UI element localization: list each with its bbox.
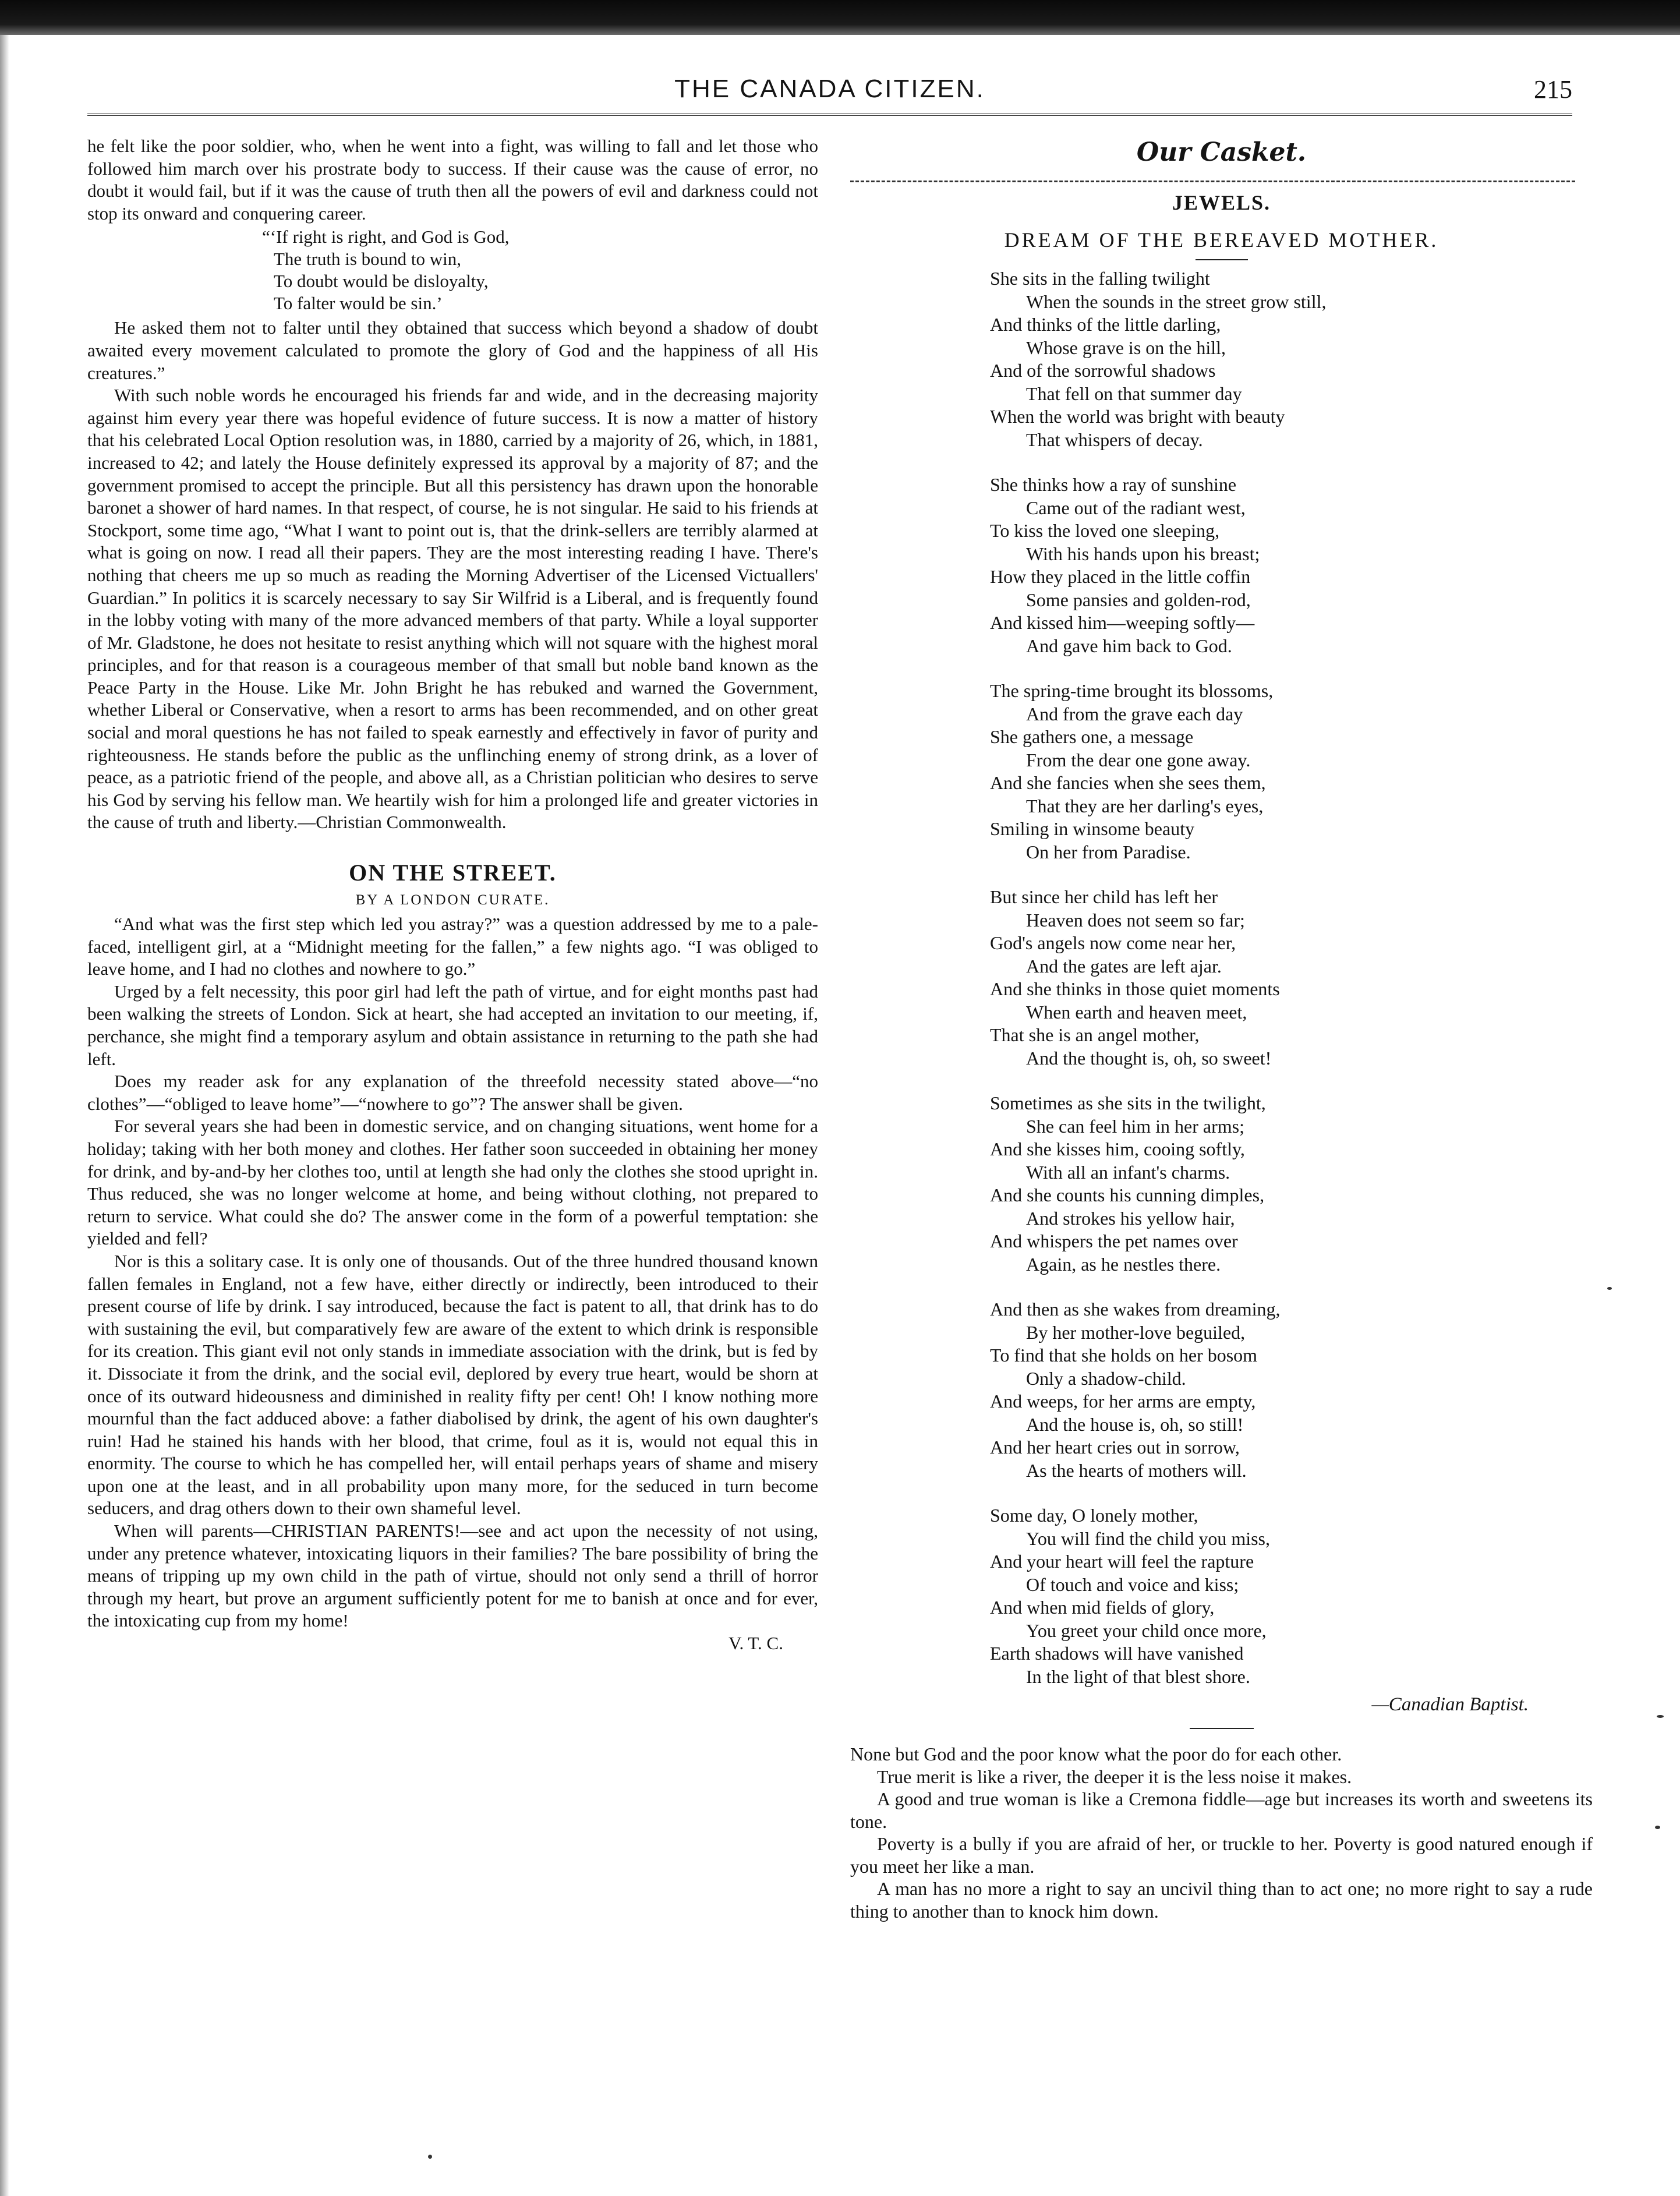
section-rule <box>850 181 1575 182</box>
poem-line: To find that she holds on her bosom <box>990 1345 1258 1366</box>
poem-line: With his hands upon his breast; <box>1026 543 1260 564</box>
verse-quote <box>87 226 818 314</box>
poem-line: And the gates are left ajar. <box>1026 955 1222 977</box>
poem-line: You will find the child you miss, <box>1026 1527 1270 1549</box>
maxim: True merit is like a river, the deeper it is the less noise it makes. <box>877 1766 1352 1787</box>
poem-line: When the sounds in the street grow still, <box>1026 291 1327 312</box>
poem-line: And then as she wakes from dreaming, <box>990 1299 1281 1320</box>
poem-line: Again, as he nestles there. <box>1026 1253 1221 1275</box>
poem-credit: —Canadian Baptist. <box>1371 1694 1529 1715</box>
section-title: Our Casket. <box>1136 137 1307 167</box>
poem-line: And she fancies when she sees them, <box>990 772 1266 793</box>
page-header <box>87 75 1572 115</box>
poem-line: That she is an angel mother, <box>990 1024 1200 1045</box>
poem-line: Some pansies and golden-rod, <box>1026 589 1251 610</box>
article-paragraph: Does my reader ask for any explanation of the threefold necessity stated above—“no clothes”—“obliged to leave home”—“nowhere to go”? The answer shall be given. <box>87 1071 818 1114</box>
poem-line: Only a shadow-child. <box>1026 1367 1186 1389</box>
poem-line: And the house is, oh, so still! <box>1026 1413 1244 1435</box>
scan-speck <box>1607 1287 1612 1290</box>
body-paragraph: With such noble words he encouraged his friends far and wide, and in the decreasing majority against him every year there was hopeful evidence of future success. It is now a matter of history that his celebrated Local Option resolution was, in 1880, carried by a majority of 26, which, in 1881, increased to 42; and lately the House definitely expressed its approval by a majority of 87; and the government promised to accept the principle. But all this persistency has drawn upon the honorable baronet a shower of hard names. In that respect, of course, he is not singular. He said to his friends at Stockport, some time ago, “What I want to point out is, that the drink-sellers are terribly alarmed at what is going on now. I read all their papers. They are the most interesting reading I have. There's nothing that cheers me up so much as reading the Morning Advertiser of the Licensed Victuallers' Guardian.” In politics it is scarcely necessary to say Sir Wilfrid is a Liberal, and is frequently found in the lobby voting with many of the more advanced members of that party. While a loyal supporter of Mr. Gladstone, he does not hesitate to resist anything which will not square with the highest moral principles, and for that reason is a courageous member of that small but noble band known as the Peace Party in the House. Like Mr. John Bright he has rebuked and warned the Government, whether Liberal or Conservative, when a resort to arms has been recommended, and on other great social and moral questions he has not failed to speak earnestly and effectively in favor of purity and righteousness. He stands before the public as the unflinching enemy of strong drink, as a lover of peace, as a patriotic friend of the people, and above all, as a Christian politician who desires to serve his God by serving his fellow man. We heartily wish for him a prolonged life and greater victories in the cause of truth and liberty.—Christian Commonwealth. <box>87 385 818 833</box>
poem-stanza <box>990 473 1593 657</box>
subsection-title: JEWELS. <box>1172 191 1271 214</box>
poem-line: And she thinks in those quiet moments <box>990 978 1280 999</box>
poem-line: The spring-time brought its blossoms, <box>990 680 1274 701</box>
poem-line: Heaven does not seem so far; <box>1026 909 1245 931</box>
article-paragraph: For several years she had been in domestic service, and on changing situations, went home for a holiday; taking with her both money and clothes. Her father soon succeeded in obtaining her money for drink, and by-and-by her clothes too, until at length she had only the clothes she stood upright in. Thus reduced, she was no longer welcome at home, and being without clothing, not prepared to return to service. What could she do? The answer come in the form of a powerful temptation: she yielded and fell? <box>87 1116 818 1249</box>
poem-line: And your heart will feel the rapture <box>990 1551 1254 1572</box>
poem-line: And weeps, for her arms are empty, <box>990 1391 1256 1412</box>
poem-line: How they placed in the little coffin <box>990 566 1251 587</box>
poem-line: On her from Paradise. <box>1026 841 1191 862</box>
poem-line: And the thought is, oh, so sweet! <box>1026 1047 1272 1069</box>
poem-line: And kissed him—weeping softly— <box>990 612 1255 633</box>
poem-line: When the world was bright with beauty <box>990 406 1285 427</box>
article-paragraph: When will parents—CHRISTIAN PARENTS!—see and act upon the necessity of not using, under any pretence whatever, intoxicating liquors in their families? The bare possibility of bring the means of tripping up my own child in the path of virtue, should not only send a thrill of horror through my heart, but prove an argument sufficiently potent for me to banish at once and for ever, the intoxicating cup from my home! <box>87 1520 818 1631</box>
maxim: Poverty is a bully if you are afraid of her, or truckle to her. Poverty is good natured enough if you meet her like a man. <box>850 1833 1593 1877</box>
body-paragraph: He asked them not to falter until they obtained that success which beyond a shadow of doubt awaited every movement calculated to promote the glory of God and the happiness of all His creatures.” <box>87 317 818 383</box>
poem-line: Earth shadows will have vanished <box>990 1643 1244 1664</box>
poem-stanza <box>990 1504 1593 1688</box>
article-paragraph: “And what was the first step which led you astray?” was a question addressed by me to a pale-faced, intelligent girl, at a “Midnight meeting for the fallen,” a few nights ago. “I was obliged to leave home, and I had no clothes and nowhere to go.” <box>87 914 818 979</box>
maxim: A good and true woman is like a Cremona fiddle—age but increases its worth and sweetens its tone. <box>850 1788 1593 1832</box>
poem-line: In the light of that blest shore. <box>1026 1665 1250 1687</box>
poem-line: And thinks of the little darling, <box>990 314 1221 335</box>
poem-line: And she kisses him, cooing softly, <box>990 1138 1245 1159</box>
quote-line: The truth is bound to win, <box>274 249 462 270</box>
poem-line: And of the sorrowful shadows <box>990 360 1216 381</box>
poem-line: As the hearts of mothers will. <box>1026 1459 1247 1481</box>
poem-line: To kiss the loved one sleeping, <box>990 520 1220 541</box>
poem-line: And she counts his cunning dimples, <box>990 1184 1265 1205</box>
poem-line: Came out of the radiant west, <box>1026 497 1246 518</box>
maxim: None but God and the poor know what the poor do for each other. <box>850 1744 1342 1764</box>
poem-line: She sits in the falling twilight <box>990 268 1210 289</box>
opening-paragraph: he felt like the poor soldier, who, when he went into a fight, was willing to fall and let those who followed him march over his prostrate body to success. If their cause was the cause of error, no doubt it would fail, but if it was the cause of truth then all the powers of evil and darkness could not stop its onward and conquering career. <box>87 136 818 224</box>
maxims <box>850 1743 1593 1922</box>
newspaper-title: THE CANADA CITIZEN. <box>674 75 985 103</box>
scan-top-band <box>0 0 1680 35</box>
maxim: A man has no more a right to say an uncivil thing than to act one; no more right to say a rude thing to another than to knock him down. <box>850 1878 1593 1922</box>
article-paragraph: Urged by a felt necessity, this poor girl had left the path of virtue, and for eight months past had been walking the streets of London. Sick at heart, she had accepted an invitation to our meeting, if, perchance, she might find a temporary asylum and obtain assistance in returning to the path she had left. <box>87 981 818 1069</box>
poem-stanza <box>990 886 1593 1070</box>
scan-left-edge <box>0 35 9 2196</box>
poem-line: You greet your child once more, <box>1026 1619 1267 1641</box>
left-column <box>87 135 818 1654</box>
poem-line: And her heart cries out in sorrow, <box>990 1437 1240 1458</box>
poem-line: But since her child has left her <box>990 886 1218 907</box>
scan-speck <box>1657 1715 1664 1718</box>
header-rule <box>87 114 1572 116</box>
poem-line: When earth and heaven meet, <box>1026 1001 1247 1023</box>
poem-line: From the dear one gone away. <box>1026 749 1251 770</box>
poem-line: Of touch and voice and kiss; <box>1026 1573 1239 1595</box>
poem-line: By her mother-love beguiled, <box>1026 1321 1246 1343</box>
poem-line: That fell on that summer day <box>1026 383 1242 404</box>
poem-stanza <box>990 1298 1593 1482</box>
poem-line: That they are her darling's eyes, <box>1026 795 1264 816</box>
poem-stanza <box>990 1092 1593 1276</box>
poem-body <box>850 267 1593 1688</box>
poem-line: Smiling in winsome beauty <box>990 818 1195 839</box>
quote-line: To doubt would be disloyalty, <box>274 271 489 292</box>
poem-line: She gathers one, a message <box>990 726 1194 747</box>
right-column <box>850 135 1593 1922</box>
quote-line: “‘If right is right, and God is God, <box>262 227 510 247</box>
page-number: 215 <box>1534 75 1572 104</box>
poem-end-rule <box>1190 1728 1254 1729</box>
scan-speck <box>428 2155 432 2159</box>
poem-line: And from the grave each day <box>1026 703 1243 724</box>
article-title: ON THE STREET. <box>349 860 557 886</box>
poem-line: Some day, O lonely mother, <box>990 1505 1198 1526</box>
quote-line: To falter would be sin.’ <box>274 293 443 314</box>
poem-stanza <box>990 680 1593 864</box>
poem-line: And strokes his yellow hair, <box>1026 1207 1235 1229</box>
article-paragraph: Nor is this a solitary case. It is only one of thousands. Out of the three hundred thousand known fallen females in England, not a few have, either directly or indirectly, been introduced to their present course of life by drink. I say introduced, because the fact is patent to all, that drink has to do with sustaining the evil, but comparatively few are aware of the extent to which drink is responsible for its creation. This giant evil not only stands in immediate association with the drink, but is fed by it. Dissociate it from the drink, and the social evil, deplored by every true heart, would be shorn at once of its outward hideousness and diminished in reality fifty per cent! Oh! I know nothing more mournful than the fact adduced above: a father diabolised by drink, the agent of his own daughter's ruin! Had he stained his hands with her blood, that crime, foul as it is, would not equal this in enormity. The course to which he has compelled her, will entail perhaps years of shame and misery upon one at the least, and in all probability upon many more, for the seduced in turn become seducers, and drag others down to their own shameful level. <box>87 1250 818 1519</box>
poem-title-rule <box>1196 259 1248 260</box>
poem-stanza <box>990 267 1593 451</box>
article-byline: BY A LONDON CURATE. <box>355 892 550 908</box>
poem-line: And when mid fields of glory, <box>990 1597 1215 1618</box>
poem-line: She can feel him in her arms; <box>1026 1115 1244 1137</box>
article-signature: V. T. C. <box>728 1633 783 1654</box>
poem-line: Whose grave is on the hill, <box>1026 337 1226 358</box>
poem-line: With all an infant's charms. <box>1026 1161 1230 1183</box>
poem-line: Sometimes as she sits in the twilight, <box>990 1092 1266 1113</box>
poem-line: And whispers the pet names over <box>990 1230 1238 1251</box>
poem-line: And gave him back to God. <box>1026 635 1232 656</box>
poem-line: She thinks how a ray of sunshine <box>990 474 1237 495</box>
poem-line: That whispers of decay. <box>1026 429 1203 450</box>
poem-line: God's angels now come near her, <box>990 932 1236 953</box>
poem-title: DREAM OF THE BEREAVED MOTHER. <box>1004 228 1439 252</box>
scan-speck <box>1655 1826 1660 1829</box>
